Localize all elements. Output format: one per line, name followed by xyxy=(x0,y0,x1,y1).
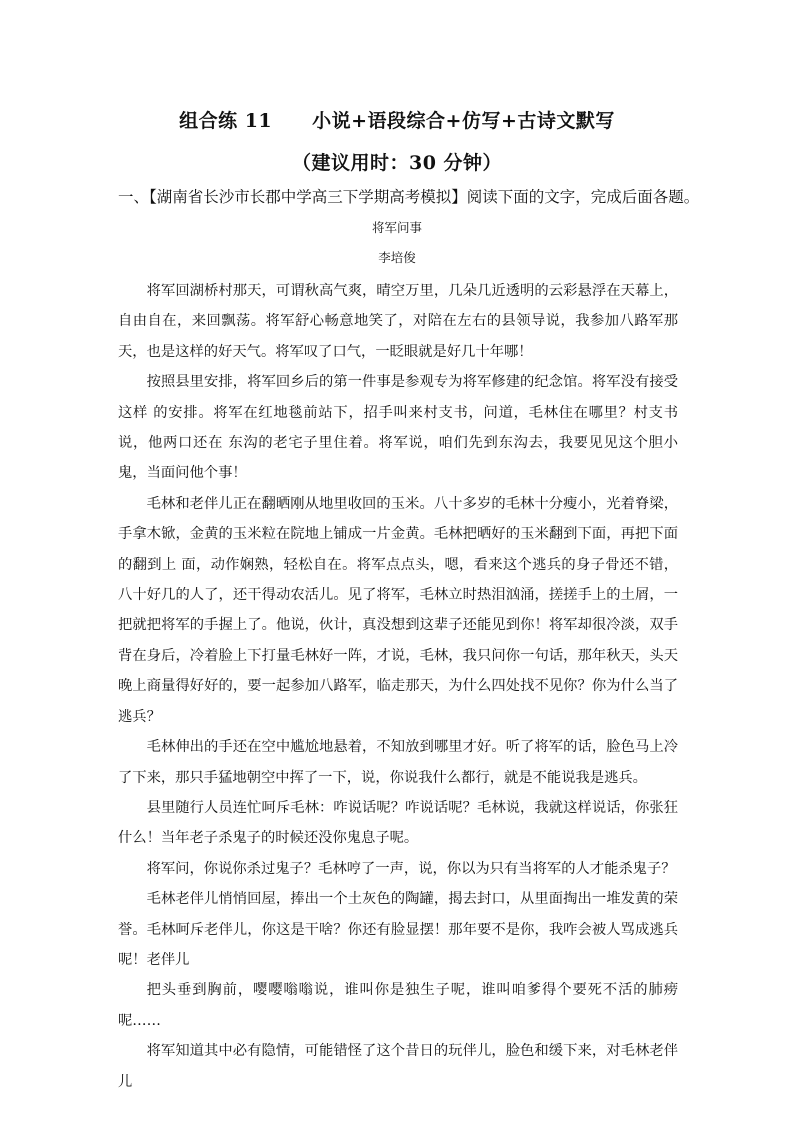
question-number: 一、 xyxy=(118,188,150,206)
title-right: 小说+语段综合+仿写+古诗文默写 xyxy=(312,110,615,132)
paragraph: 毛林伸出的手还在空中尴尬地悬着，不知放到哪里才好。听了将军的话，脸色马上冷了下来，那只手猛地朝空中挥了一下，说，你说我什么都行，就是不能说我是逃兵。 xyxy=(118,739,678,786)
paragraph: 按照县里安排，将军回乡后的第一件事是参观专为将军修建的纪念馆。将军没有接受这样 的安排。将军在红地毯前站下，招手叫来村支书，问道，毛林住在哪里？村支书说，他两口还在 东沟的老宅子里住着。将军说，咱们先到东沟去，我要见见这个胆小鬼，当面问他个事！ xyxy=(118,374,678,482)
paragraph: 将军知道其中必有隐情，可能错怪了这个昔日的玩伴儿，脸色和缓下来，对毛林老伴儿 xyxy=(118,1043,678,1090)
story-title: 将军问事 xyxy=(371,220,422,235)
story-body xyxy=(118,276,678,1097)
page-title xyxy=(0,106,794,133)
paragraph: 把头垂到胸前，嘤嘤嗡嗡说，谁叫你是独生子呢，谁叫咱爹得个要死不活的肺痨呢…… xyxy=(118,982,678,1029)
question-source: 【湖南省长沙市长郡中学高三下学期高考模拟】 xyxy=(149,188,467,206)
story-author: 李培俊 xyxy=(378,250,416,265)
question-heading xyxy=(118,185,700,207)
question-instruction: 阅读下面的文字，完成后面各题。 xyxy=(466,188,700,206)
paragraph: 将军回湖桥村那天，可谓秋高气爽，晴空万里，几朵几近透明的云彩悬浮在天幕上，自由自在，来回飘荡。将军舒心畅意地笑了，对陪在左右的县领导说，我参加八路军那天，也是这样的好天气。将军叹了口气，一眨眼就是好几十年哪！ xyxy=(118,283,678,360)
paragraph: 毛林老伴儿悄悄回屋，捧出一个土灰色的陶罐，揭去封口，从里面掏出一堆发黄的荣誉。毛林呵斥老伴儿，你这是干啥？你还有脸显摆！那年要不是你，我咋会被人骂成逃兵呢！老伴儿 xyxy=(118,891,678,968)
paragraph: 县里随行人员连忙呵斥毛林：咋说话呢？咋说话呢？毛林说，我就这样说话，你张狂什么！当年老子杀鬼子的时候还没你鬼息子呢。 xyxy=(118,799,678,847)
page-subtitle: （建议用时：30 分钟） xyxy=(291,152,503,174)
paragraph: 毛林和老伴儿正在翻晒刚从地里收回的玉米。八十多岁的毛林十分瘦小，光着脊梁，手拿木锨，金黄的玉米粒在院地上铺成一片金黄。毛林把晒好的玉米翻到下面，再把下面的翻到上 面，动作娴熟，轻松自在。将军点点头，嗯，看来这个逃兵的身子骨还不错，八十好几的人了，还干得动农活儿。见了将军，毛林立时热泪汹涌，搓搓手上的土屑，一把就把将军的手握上了。他说，伙计，真没想到这辈子还能见到你！将军却很冷淡，双手背在身后，冷着脸上下打量毛林好一阵，才说，毛林，我只问你一句话，那年秋天，头天晚上商量得好好的，要一起参加八路军，临走那天，为什么四处找不见你？你为什么当了逃兵？ xyxy=(118,495,678,725)
paragraph: 将军问，你说你杀过鬼子？毛林哼了一声，说，你以为只有当将军的人才能杀鬼子？ xyxy=(146,860,676,877)
title-left: 组合练 11 xyxy=(179,110,273,132)
